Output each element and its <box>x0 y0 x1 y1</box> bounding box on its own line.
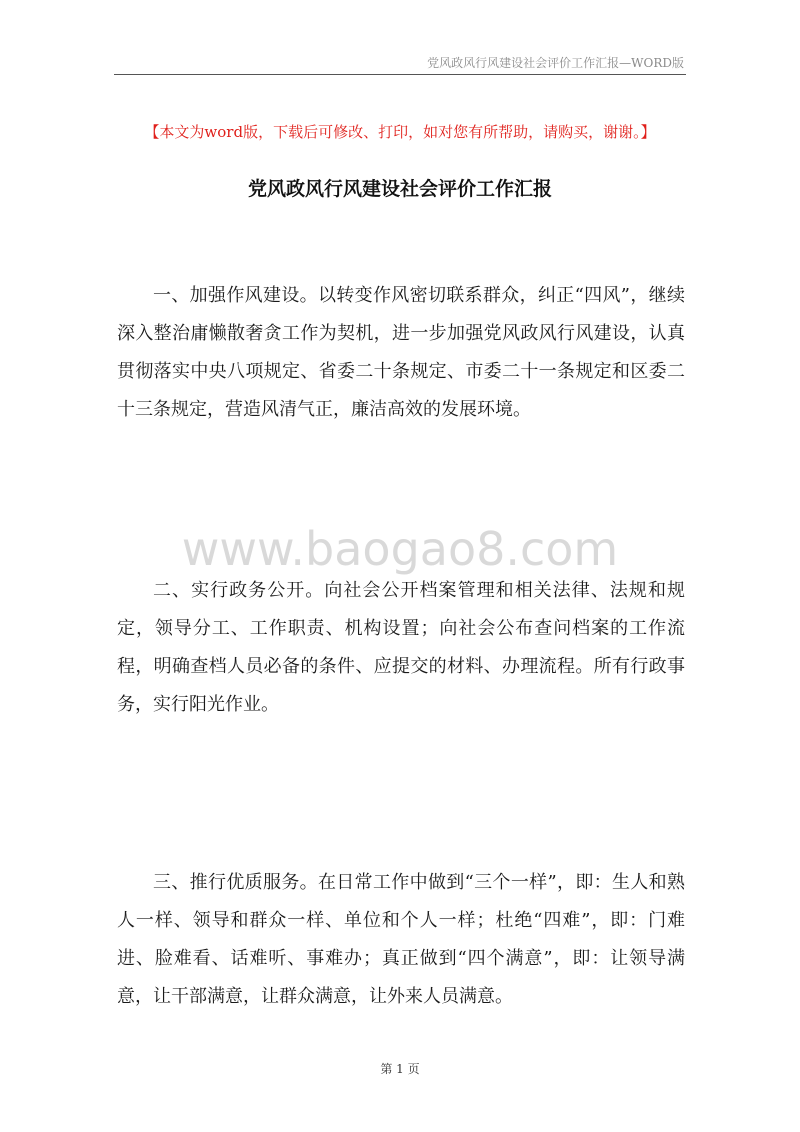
paragraph-2: 二、实行政务公开。向社会公开档案管理和相关法律、法规和规定，领导分工、工作职责、机构设置；向社会公布查问档案的工作流程，明确查档人员必备的条件、应提交的材料、办理流程。所有行政事务，实行阳光作业。 <box>117 580 685 715</box>
paragraph-3: 三、推行优质服务。在日常工作中做到“三个一样”，即：生人和熟人一样、领导和群众一样、单位和个人一样；杜绝“四难”，即：门难进、脸难看、话难听、事难办；真正做到“四个满意”，即：让领导满意，让干部满意，让群众满意，让外来人员满意。 <box>117 872 685 1007</box>
header-divider <box>114 74 686 75</box>
watermark: www.baogao8.com <box>181 522 619 576</box>
download-notice: 【本文为word版，下载后可修改、打印，如对您有所帮助，请购买，谢谢。】 <box>144 123 656 141</box>
running-header: 党风政风行风建设社会评价工作汇报—WORD版 <box>427 56 684 70</box>
document-title: 党风政风行风建设社会评价工作汇报 <box>247 178 552 200</box>
paragraph-1: 一、加强作风建设。以转变作风密切联系群众，纠正“四风”，继续深入整治庸懒散奢贪工作为契机，进一步加强党风政风行风建设，认真贯彻落实中央八项规定、省委二十条规定、市委二十一条规定和区委二十三条规定，营造风清气正，廉洁高效的发展环境。 <box>117 285 685 420</box>
page-number: 第 1 页 <box>380 1062 420 1076</box>
